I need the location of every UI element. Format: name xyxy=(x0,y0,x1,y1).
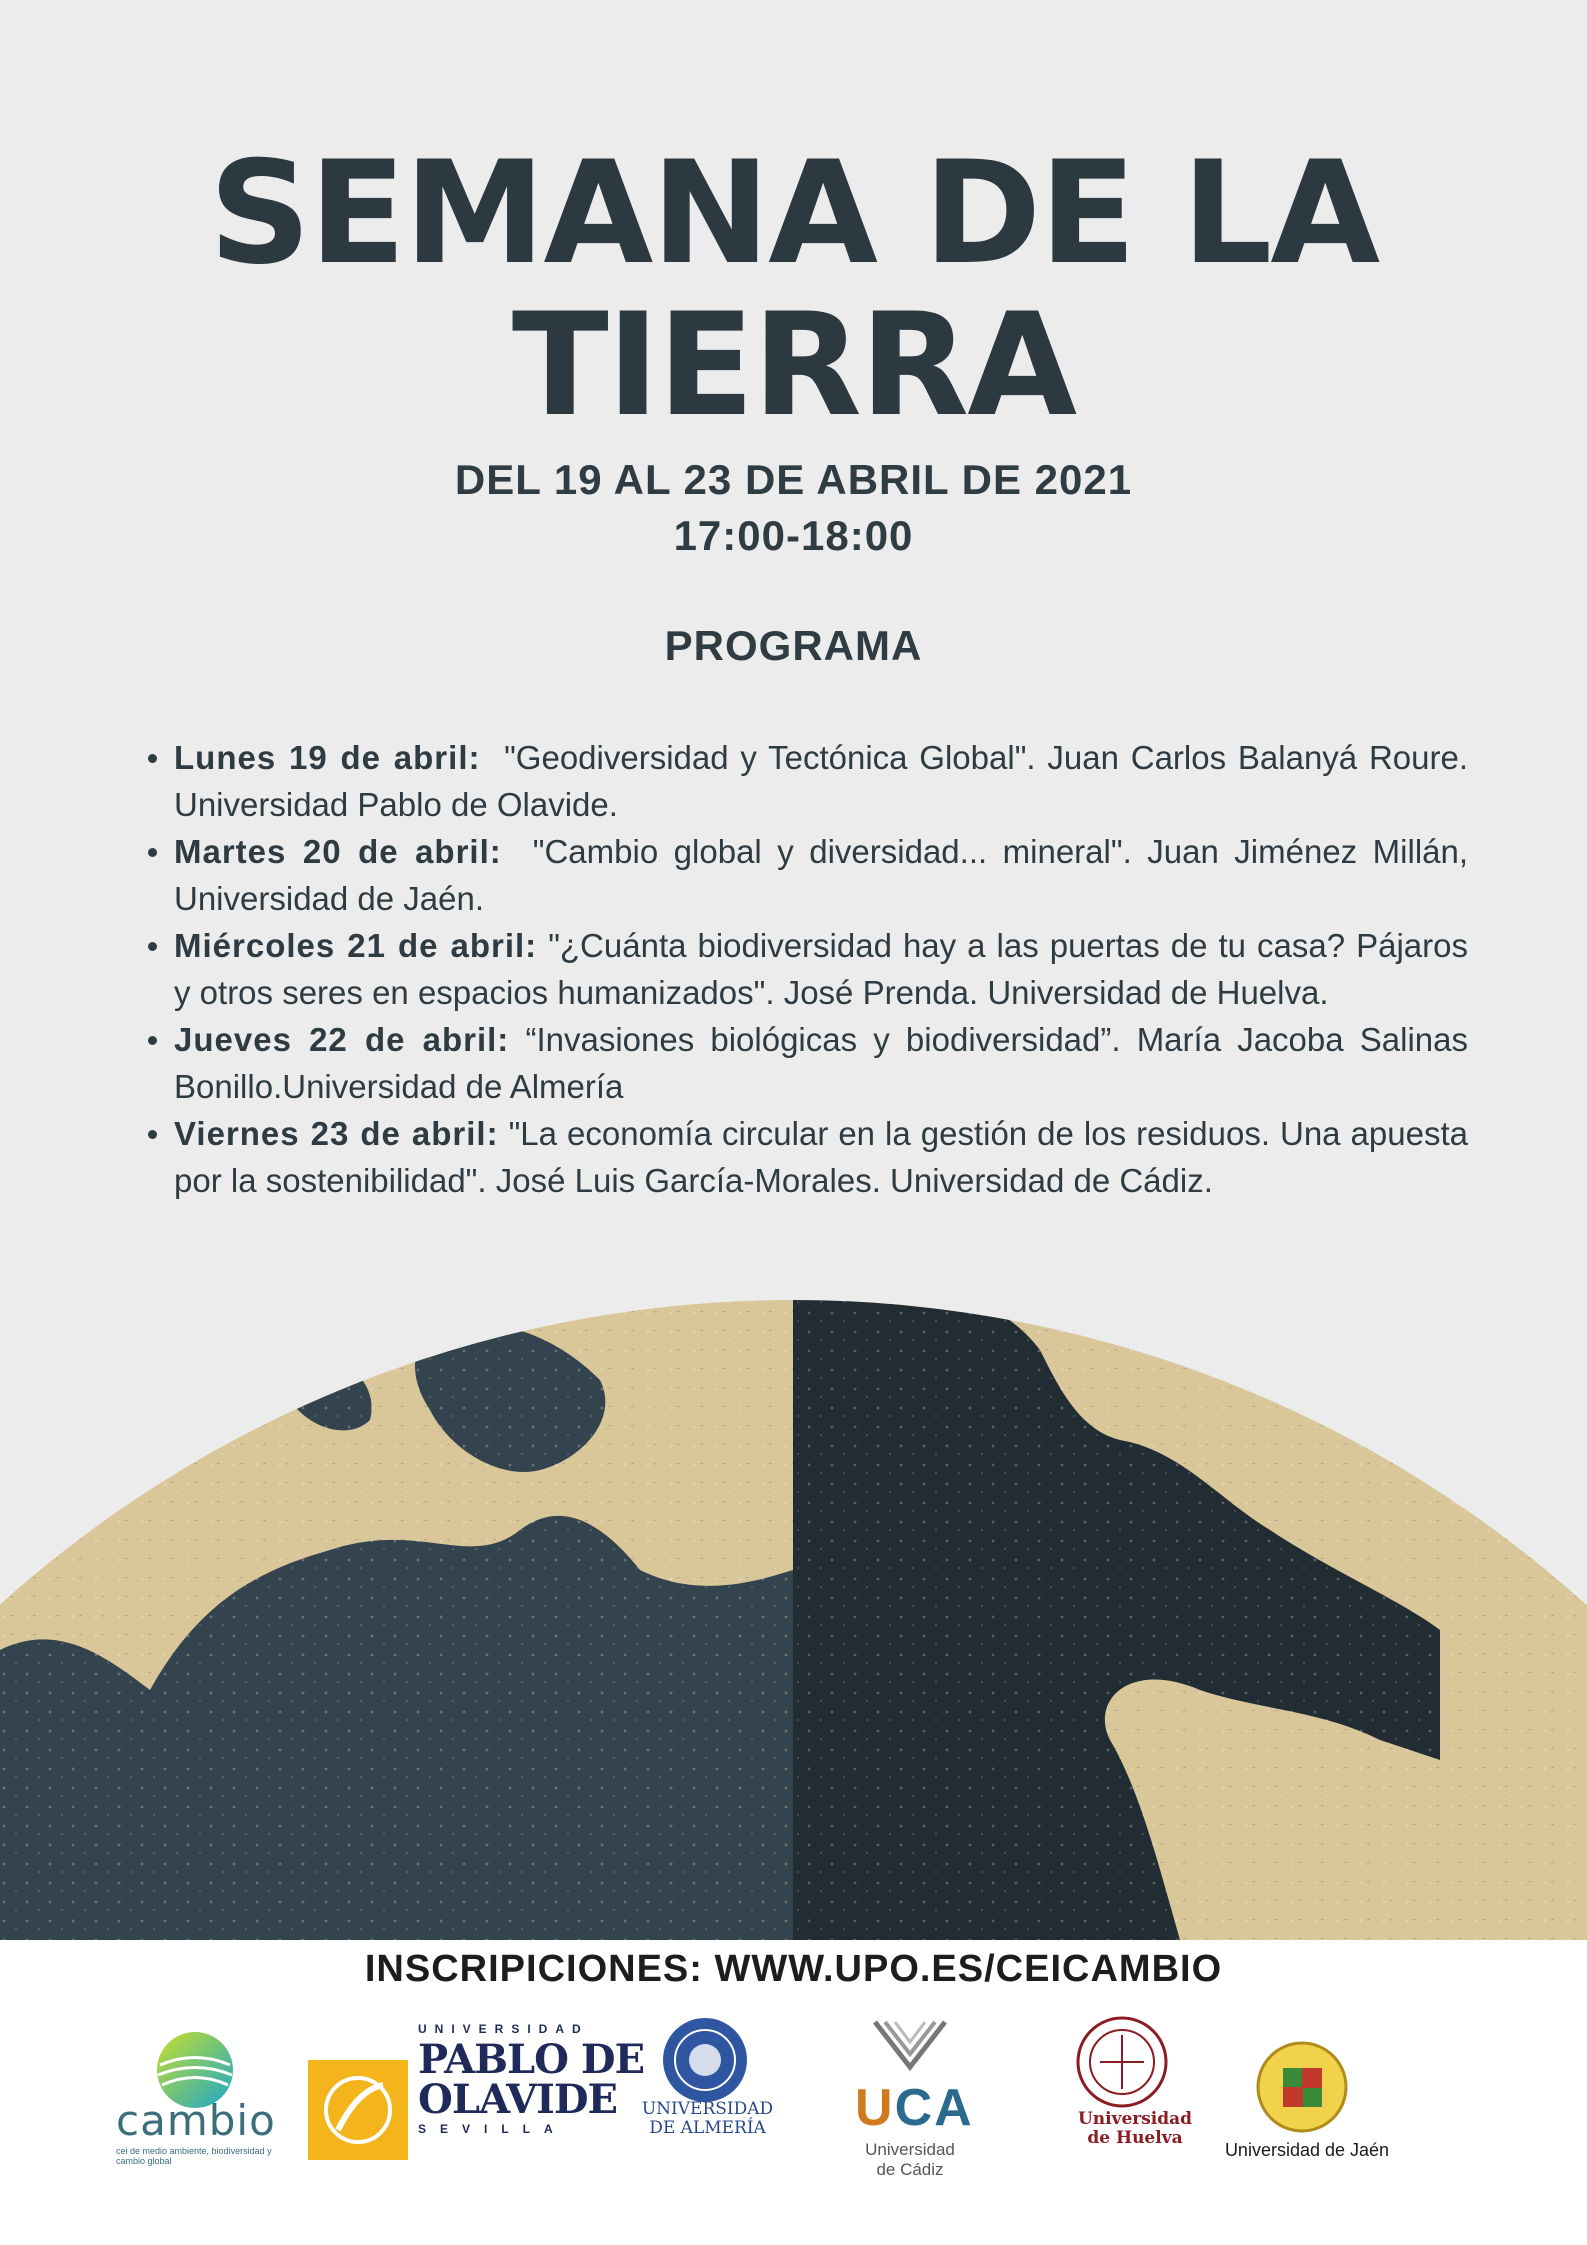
programa-heading: PROGRAMA xyxy=(664,622,923,669)
uhu-line-2: de Huelva xyxy=(1087,2128,1183,2148)
upo-line-2: OLAVIDE xyxy=(418,2076,618,2123)
uca-acronym-u: U xyxy=(855,2079,895,2137)
schedule-text: "Geodiversidad y Tectónica Global". Juan Carlos Balanyá Roure. Universidad Pablo de Olavide. xyxy=(174,739,1469,823)
schedule-day: Lunes 19 de abril: xyxy=(174,739,481,776)
schedule-text: “Invasiones biológicas y biodiversidad”. María Jacoba Salinas Bonillo.Universidad de Almería xyxy=(174,1021,1469,1105)
schedule-text: "Cambio global y diversidad... mineral". Juan Jiménez Millán, Universidad de Jaén. xyxy=(174,833,1469,917)
schedule-list xyxy=(174,734,1468,1204)
uca-line-2: de Cádiz xyxy=(876,2160,944,2179)
cambio-logo-text: cambio xyxy=(116,2096,276,2145)
uca-emblem-icon xyxy=(855,2012,965,2082)
uhu-label xyxy=(1070,2110,1200,2148)
upo-label-bottom: SEVILLA xyxy=(418,2122,567,2136)
globe-texture xyxy=(0,1270,1587,1940)
title-line-1: SEMANA DE LA xyxy=(208,131,1379,296)
event-dates xyxy=(0,452,1587,564)
schedule-day: Jueves 22 de abril: xyxy=(174,1021,510,1058)
ual-line-2: DE ALMERÍA xyxy=(649,2118,766,2138)
schedule-day: Miércoles 21 de abril: xyxy=(174,927,538,964)
upo-emblem-icon xyxy=(308,2060,408,2160)
uhu-seal-icon xyxy=(1075,2015,1170,2110)
schedule-item-friday xyxy=(174,1110,1468,1204)
title-line-2: TIERRA xyxy=(511,283,1076,448)
upo-label-top: UNIVERSIDAD xyxy=(418,2022,589,2036)
schedule-item-monday xyxy=(174,734,1468,828)
uca-acronym xyxy=(855,2078,974,2138)
globe-graphic xyxy=(0,1270,1587,1940)
upo-line-1: PABLO DE xyxy=(418,2036,645,2083)
schedule-day: Viernes 23 de abril: xyxy=(174,1115,499,1152)
uja-label: Universidad de Jaén xyxy=(1224,2140,1390,2160)
globe-illustration xyxy=(0,1270,1587,1940)
date-range: DEL 19 AL 23 DE ABRIL DE 2021 xyxy=(454,456,1133,503)
schedule-item-wednesday xyxy=(174,922,1468,1016)
schedule-text: "¿Cuánta biodiversidad hay a las puertas de tu casa? Pájaros y otros seres en espacios humanizados". José Prenda. Universidad de Huelva. xyxy=(174,927,1469,1011)
ual-seal-icon xyxy=(660,2015,750,2105)
uhu-line-1: Universidad xyxy=(1077,2109,1193,2129)
ual-label xyxy=(640,2100,775,2138)
time-range: 17:00-18:00 xyxy=(673,512,914,559)
uja-seal-icon xyxy=(1255,2040,1350,2135)
schedule-item-tuesday xyxy=(174,828,1468,922)
schedule-text: "La economía circular en la gestión de los residuos. Una apuesta por la sostenibilidad". José Luis García-Morales. Universidad de Cádiz. xyxy=(174,1115,1468,1199)
schedule-day: Martes 20 de abril: xyxy=(174,833,502,870)
ual-line-1: UNIVERSIDAD xyxy=(641,2099,774,2119)
poster-title xyxy=(0,131,1587,448)
uca-acronym-rest: CA xyxy=(894,2079,974,2137)
registration-link[interactable]: INSCRIPICIONES: WWW.UPO.ES/CEICAMBIO xyxy=(364,1948,1223,1990)
upo-label-main xyxy=(418,2036,645,2123)
schedule-item-thursday xyxy=(174,1016,1468,1110)
uca-line-1: Universidad xyxy=(865,2140,955,2159)
cambio-tagline: cei de medio ambiente, biodiversidad y cambio global xyxy=(116,2146,272,2166)
uca-label xyxy=(840,2140,980,2180)
